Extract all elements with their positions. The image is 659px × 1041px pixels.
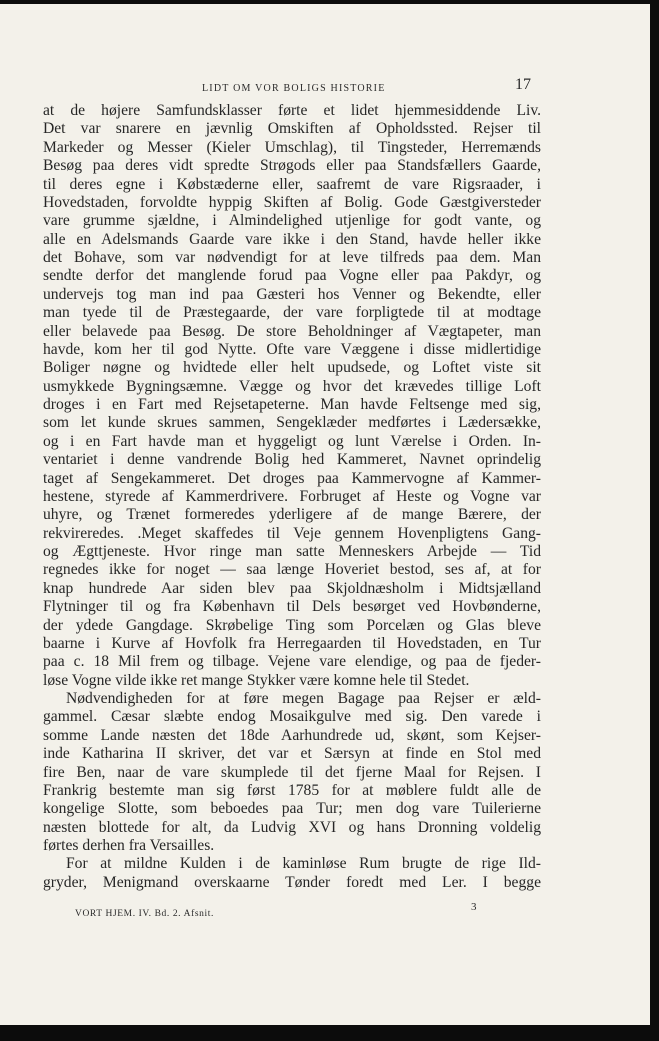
text-line: Nødvendigheden for at føre megen Bagage paa Rejser er æld-: [66, 690, 541, 707]
text-line: uhyre, og Trænet formeredes yderligere af de mange Bærere, der: [43, 506, 541, 524]
text-line: Besøg paa deres vidt spredte Strøgods eller paa Standsfællers Gaarde,: [43, 157, 541, 175]
text-line: som let kunde skrues sammen, Sengeklæder medførtes i Lædersække,: [43, 414, 541, 432]
text-line: alle en Adelsmands Gaarde vare ikke i den Stand, havde heller ikke: [43, 230, 541, 248]
text-line: gammel. Cæsar slæbte endog Mosaikgulve med sig. Den varede i: [43, 708, 541, 726]
text-line: at de højere Samfundsklasser førte et lidet hjemmesiddende Liv.: [43, 102, 541, 119]
text-line: førtes derhen fra Versailles.: [43, 837, 215, 854]
text-line: kongelige Slotte, som beboedes paa Tur; men dog vare Tuilerierne: [43, 800, 541, 818]
text-line: rekvireredes. .Meget skaffedes til Veje gennem Hovenpligtens Gang-: [43, 524, 541, 542]
text-line: Hovedstaden, forvoldte hyppig Skiften af Bolig. Gode Gæstgiversteder: [43, 193, 541, 211]
text-line: fire Ben, naar de vare skumplede til det fjerne Maal for Rejsen. I: [43, 763, 541, 781]
text-line: usmykkede Bygningsæmne. Vægge og hvor det krævedes tillige Loft: [43, 377, 541, 395]
text-line: regnedes ikke for noget — saa længe Hoveriet bestod, ses af, at for: [43, 561, 541, 579]
sheet-number: 3: [471, 901, 477, 913]
text-line: Boliger nøgne og hvidtede eller helt upudsede, og Loftet viste sit: [43, 359, 541, 377]
page-number: 17: [515, 76, 531, 93]
text-line: droges i en Fart med Rejsetapeterne. Man havde Feltsenge med sig,: [43, 396, 541, 413]
text-line: hestene, styrede af Kammerdrivere. Forbruget af Heste og Vogne var: [43, 487, 541, 505]
text-line: Frankrig bestemte man sig først 1785 for at møblere fuldt alle de: [43, 781, 541, 799]
signature-line: VORT HJEM. IV. Bd. 2. Afsnit.: [75, 909, 214, 919]
text-line: Det var snarere en jævnlig Omskiften af Opholdssted. Rejser til: [43, 120, 541, 138]
book-page: [0, 4, 650, 1025]
text-line: For at mildne Kulden i de kaminløse Rum brugte de rige Ild-: [66, 855, 541, 873]
text-line: og i en Fart havde man et hyggeligt og lunt Værelse i Orden. In-: [43, 432, 541, 450]
text-line: Flytninger til og fra København til Dels besørget ved Hovbønderne,: [43, 598, 541, 616]
text-line: og Ægttjeneste. Hvor ringe man satte Menneskers Arbejde — Tid: [43, 543, 541, 560]
text-line: Markeder og Messer (Kieler Umschlag), til Tingsteder, Herremænds: [43, 138, 541, 156]
text-line: vare grumme sjældne, i Almindelighed utjenlige for godt vante, og: [43, 212, 541, 230]
text-line: det Bohave, som var nødvendigt for at leve tilfreds paa dem. Man: [43, 249, 541, 266]
scan-bottom-edge: [0, 1025, 659, 1041]
text-line: baarne i Kurve af Hovfolk fra Herregaarden til Hovedstaden, en Tur: [43, 634, 541, 652]
text-line: inde Katharina II skriver, det var et Særsyn at finde en Stol med: [43, 745, 541, 763]
text-line: paa c. 18 Mil frem og tilbage. Vejene vare elendige, og paa de fjeder-: [43, 653, 541, 671]
text-line: gryder, Menigmand overskaarne Tønder foredt med Ler. I begge: [43, 873, 541, 891]
text-line: knap hundrede Aar siden blev paa Skjoldnæsholm i Midtsjælland: [43, 579, 541, 597]
text-line: havde, kom her til god Nytte. Ofte vare Væggene i disse midlertidige: [43, 340, 541, 358]
text-line: næsten blottede for alt, da Ludvig XVI og hans Dronning voldelig: [43, 818, 541, 836]
text-line: undervejs tog man ind paa Gæsteri hos Venner og Bekendte, eller: [43, 285, 541, 303]
text-line: somme Lande næsten det 18de Aarhundrede ud, skønt, som Kejser-: [43, 726, 541, 744]
text-line: der ydede Gangdage. Skrøbelige Ting som Porcelæn og Glas bleve: [43, 616, 541, 634]
text-line: eller belavede paa Besøg. De store Beholdninger af Vægtapeter, man: [43, 322, 541, 340]
text-line: til deres egne i Købstæderne eller, saafremt de vare Rigsraader, i: [43, 175, 541, 193]
scan-edge: [650, 0, 659, 1041]
text-line: man tyede til de Præstegaarde, der vare forpligtede til at modtage: [43, 304, 541, 322]
text-line: taget af Sengekammeret. Det droges paa Kammervogne af Kammer-: [43, 469, 541, 487]
running-header: LIDT OM VOR BOLIGS HISTORIE: [202, 83, 386, 94]
text-line: løse Vogne vilde ikke ret mange Stykker være komne hele til Stedet.: [43, 671, 470, 689]
text-line: ventariet i denne vandrende Bolig hed Kammeret, Navnet oprindelig: [43, 451, 541, 469]
body-text: [43, 102, 541, 892]
text-line: sendte derfor det manglende forud paa Vogne eller paa Pakdyr, og: [43, 267, 541, 285]
